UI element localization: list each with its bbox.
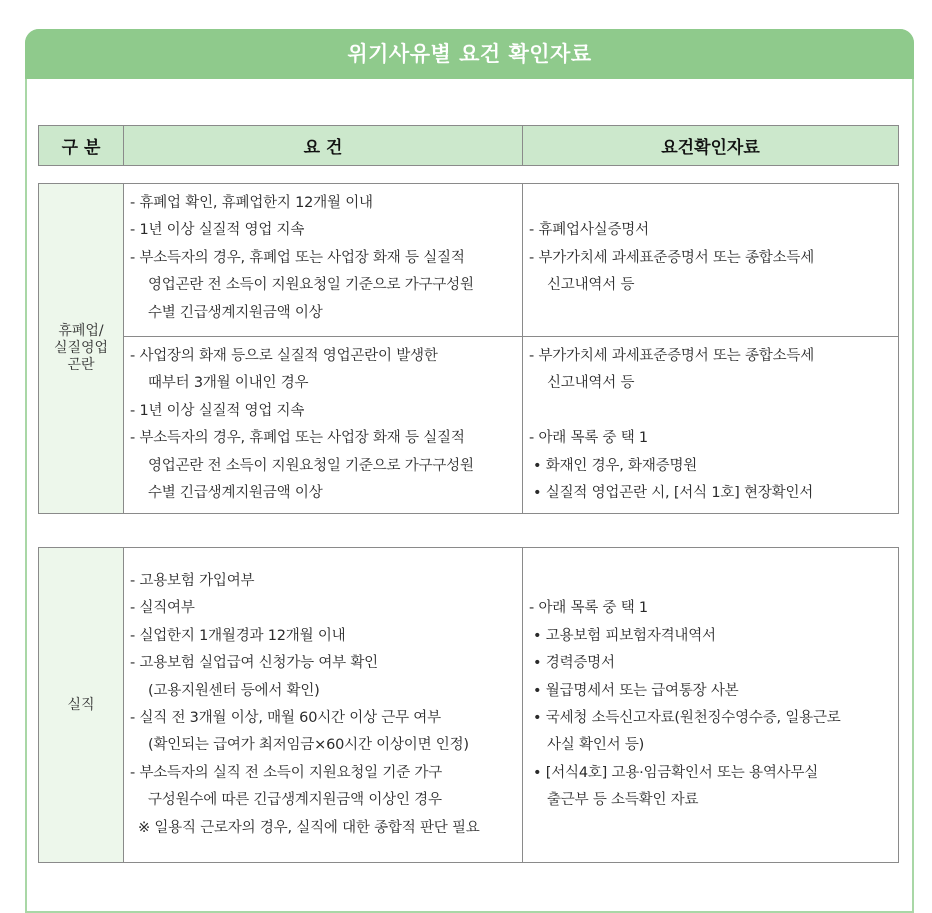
text-line: (확인되는 급여가 최저임금×60시간 이상이면 인정) <box>148 737 469 754</box>
text-line: - 부소득자의 실직 전 소득이 지원요청일 기준 가구 <box>130 764 443 781</box>
header-category: 구 분 <box>39 126 124 166</box>
text-line: • 화재인 경우, 화재증명원 <box>533 457 698 474</box>
requirement-cell <box>124 184 523 337</box>
header-requirement: 요 건 <box>124 126 523 166</box>
spacer <box>529 398 892 425</box>
text-line: 신고내역서 등 <box>547 277 635 294</box>
text-line: • 월급명세서 또는 급여통장 사본 <box>533 682 739 699</box>
text-line: 구성원수에 따른 긴급생계지원금액 이상인 경우 <box>148 792 442 809</box>
text-line: - 실직 전 3개월 이상, 매월 60시간 이상 근무 여부 <box>130 709 441 726</box>
text-line: • 국세청 소득신고자료(원천징수영수증, 일용근로 <box>533 709 841 726</box>
documents-cell <box>523 184 899 337</box>
text-line: - 휴폐업사실증명서 <box>529 222 649 239</box>
text-line: - 실직여부 <box>130 600 195 617</box>
text-line: • 경력증명서 <box>533 655 615 672</box>
category-cell <box>39 184 124 514</box>
text-line: 출근부 등 소득확인 자료 <box>547 792 699 809</box>
header-documents: 요건확인자료 <box>523 126 899 166</box>
text-line: • 고용보험 피보험자격내역서 <box>533 627 716 644</box>
spacer <box>529 568 892 595</box>
table-header <box>38 125 899 166</box>
text-line: ※ 일용직 근로자의 경우, 실직에 대한 종합적 판단 필요 <box>138 819 480 836</box>
section-business-closure <box>38 183 899 514</box>
category-label-line: 곤란 <box>67 357 95 374</box>
spacer <box>529 190 892 217</box>
text-line: - 아래 목록 중 택 1 <box>529 430 648 447</box>
text-line: - 고용보험 가입여부 <box>130 573 255 589</box>
text-line: 때부터 3개월 이내인 경우 <box>148 375 309 392</box>
documents-cell <box>523 337 899 514</box>
text-line: - 1년 이상 실질적 영업 지속 <box>130 402 305 419</box>
card-title: 위기사유별 요건 확인자료 <box>25 29 914 79</box>
section-unemployment <box>38 547 899 863</box>
text-line: - 실업한지 1개월경과 12개월 이내 <box>130 627 346 644</box>
text-line: - 고용보험 실업급여 신청가능 여부 확인 <box>130 655 378 672</box>
text-line: • [서식4호] 고용·임금확인서 또는 용역사무실 <box>533 764 819 781</box>
category-label-line: 실질영업 <box>53 340 109 357</box>
text-line: - 부가가치세 과세표준증명서 또는 종합소득세 <box>529 348 815 364</box>
documents-cell <box>523 548 899 863</box>
text-line: - 1년 이상 실질적 영업 지속 <box>130 222 305 239</box>
requirement-cell <box>124 548 523 863</box>
text-line: - 휴폐업 확인, 휴폐업한지 12개월 이내 <box>130 195 373 211</box>
text-line: 수별 긴급생계지원금액 이상 <box>148 484 323 501</box>
text-line: • 실질적 영업곤란 시, [서식 1호] 현장확인서 <box>533 484 814 501</box>
text-line: - 아래 목록 중 택 1 <box>529 600 648 617</box>
category-cell <box>39 548 124 863</box>
text-line: 영업곤란 전 소득이 지원요청일 기준으로 가구구성원 <box>148 457 474 474</box>
text-line: - 사업장의 화재 등으로 실질적 영업곤란이 발생한 <box>130 348 438 364</box>
text-line: 영업곤란 전 소득이 지원요청일 기준으로 가구구성원 <box>148 277 474 294</box>
text-line: 사실 확인서 등) <box>547 737 645 754</box>
text-line: - 부소득자의 경우, 휴폐업 또는 사업장 화재 등 실질적 <box>130 430 465 447</box>
text-line: - 부소득자의 경우, 휴폐업 또는 사업장 화재 등 실질적 <box>130 249 465 266</box>
category-label-line: 실직 <box>67 696 95 713</box>
requirement-cell <box>124 337 523 514</box>
text-line: 신고내역서 등 <box>547 375 635 392</box>
text-line: 수별 긴급생계지원금액 이상 <box>148 304 323 321</box>
text-line: (고용지원센터 등에서 확인) <box>148 682 320 699</box>
category-label-line: 휴폐업/ <box>58 323 104 340</box>
text-line: - 부가가치세 과세표준증명서 또는 종합소득세 <box>529 249 815 266</box>
